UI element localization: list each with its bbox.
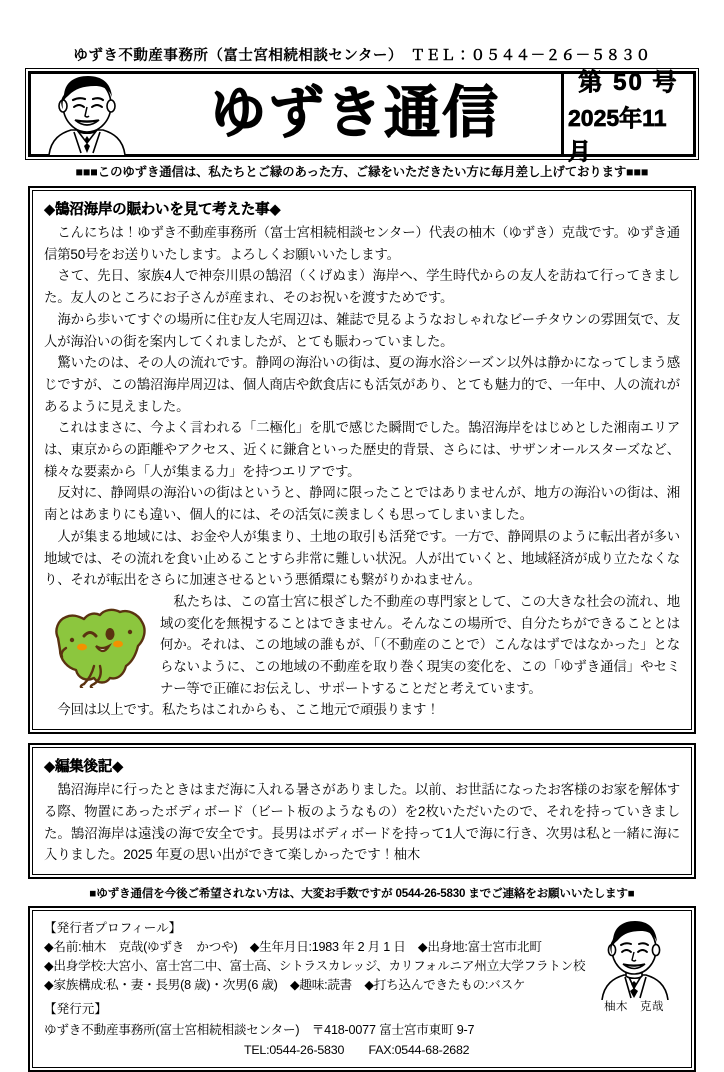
profile-line: ◆名前:柚木 克哉(ゆずき かつや) ◆生年月日:1983 年 2 月 1 日 ◆出身地:富士宮市北町 (44, 939, 542, 954)
article-paragraph: さて、先日、家族4人で神奈川県の鵠沼（くげぬま）海岸へ、学生時代からの友人を訪ねて行ってきました。友人のところにお子さんが産まれ、そのお祝いを渡すためです。 (44, 268, 680, 306)
editor-face-illustration (31, 73, 143, 155)
portrait-name-label: 柚木 克哉 (604, 1000, 664, 1013)
article-heading: ◆鵠沼海岸の賑わいを見て考えた事◆ (44, 202, 281, 218)
profile-line: ◆出身学校:大宮小、富士宮二中、富士高、シトラスカレッジ、カリフォルニア州立大学フラトン校 (44, 959, 586, 974)
masthead-title: ゆずき通信 (210, 81, 500, 146)
representative-portrait-illustration (588, 916, 680, 1014)
postscript-box (28, 743, 696, 879)
subscription-strip: ■■■このゆずき通信は、私たちとご縁のあった方、ご縁をいただきたい方に毎月差し上げております■■■ (75, 165, 649, 179)
article-paragraph: これはまさに、今よく言われる「二極化」を肌で感じた瞬間でした。鵠沼海岸をはじめとした湘南エリアは、東京からの距離やアクセス、近くに鎌倉といった歴史的背景、さらには、サザンオールスターズなど、様々な要素から「人が集まる力」を持つエリアです。 (44, 420, 680, 479)
publisher-address: ゆずき不動産事務所(富士宮相続相談センター) 〒418-0077 富士宮市東町 9-7 (44, 1023, 475, 1038)
article-box (28, 186, 696, 734)
issue-number: 第 50 号 (578, 69, 679, 96)
profile-line: ◆家族構成:私・妻・長男(8 歳)・次男(6 歳) ◆趣味:読書 ◆打ち込んできたもの:バスケ (44, 978, 526, 993)
issue-date: 2025年11月 (568, 105, 667, 164)
header-contact-line: ゆずき不動産事務所（富士宮相続相談センター） ＴＥＬ：０５４４－２６－５８３０ (73, 48, 651, 64)
kanagawa-prefecture-mascot-icon (48, 592, 152, 688)
article-paragraph: 驚いたのは、その人の流れです。静岡の海沿いの街は、夏の海水浴シーズン以外は静かになってしまう感じですが、この鵠沼海岸周辺は、個人商店や飲食店にも活気があり、とても魅力的で、一年中、人の流れがあるように見えました。 (44, 355, 680, 414)
publisher-contact: TEL:0544-26-5830 FAX:0544-68-2682 (244, 1043, 470, 1058)
article-paragraph: 私たちは、この富士宮に根ざした不動産の専門家として、この大きな社会の流れ、地域の変化を無視することはできません。そんなこの場所で、自分たちができることとは何か。それは、この地域の誰もが、「（不動産のことで）こんなはずではなかった」とならないように、この地域の不動産を取り巻く現実の変化を、この「ゆずき通信」やセミナー等で正確にお伝えし、サポートすることだと考えています。 (160, 593, 680, 696)
postscript-heading: ◆編集後記◆ (44, 759, 124, 776)
masthead-issue-block (561, 69, 693, 164)
optout-strip: ■ゆずき通信を今後ご希望されない方は、大変お手数ですが 0544-26-5830 までご連絡をお願いいたします■ (89, 886, 635, 900)
masthead (28, 69, 696, 164)
article-paragraph: こんにちは！ゆずき不動産事務所（富士宮相続相談センター）代表の柚木（ゆずき）克哉です。ゆずき通信第50号をお送りいたします。よろしくお願いいたします。 (44, 225, 680, 262)
article-paragraph: 反対に、静岡県の海沿いの街はというと、静岡に限ったことではありませんが、地方の海沿いの街は、湘南とはあまりにも違い、個人的には、その活気に羨ましくも思ってしまいました。 (44, 485, 680, 523)
article-paragraph: 海から歩いてすぐの場所に住む友人宅周辺は、雑誌で見るようなおしゃれなビーチタウンの雰囲気で、友人が海沿いの街を案内してくれましたが、とても賑わっていました。 (44, 311, 680, 349)
article-closing-line: 今回は以上です。私たちはこれからも、ここ地元で頑張ります！ (57, 702, 440, 718)
profile-heading: 【発行者プロフィール】 (44, 920, 182, 935)
article-paragraph: 人が集まる地域には、お金や人が集まり、土地の取引も活発です。一方で、静岡県のように転出者が多い地域では、その流れを食い止めることすら非常に難しい状況。人が出ていくと、地域経済が成り立たなくなり、それが転出をさらに加速させるという悪循環にも繋がりかねません。 (44, 528, 680, 588)
publisher-heading: 【発行元】 (44, 1002, 107, 1017)
postscript-body: 鵠沼海岸に行ったときはまだ海に入れる暑さがありました。以前、お世話になったお客様のお家を解体する際、物置にあったボディボード（ビート板のようなもの）を2枚いただいたので、それを持っていきました。鵠沼海岸は遠浅の海で安全です。長男はボディボードを持って1人で海に行き、次男は私と一緒に海に入りました。2025 年夏の思い出ができて楽しかったです！柚木 (44, 782, 680, 863)
publisher-footer-box (28, 906, 696, 1072)
